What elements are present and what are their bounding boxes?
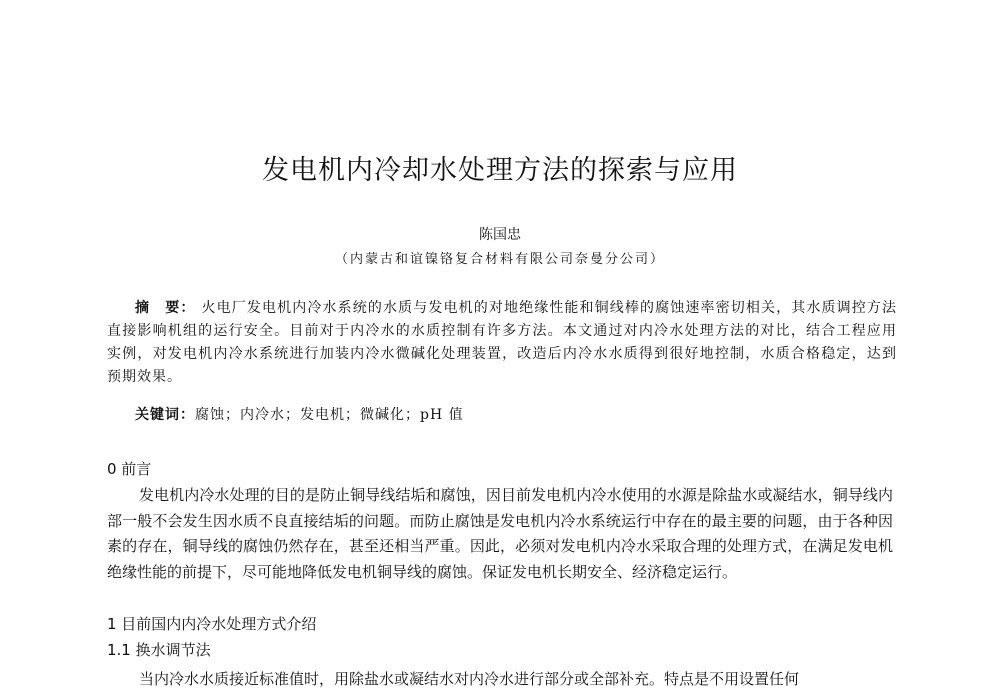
abstract-label: 摘 要： (135, 300, 196, 316)
section-heading-1-1: 1.1 换水调节法 (107, 641, 211, 659)
paper-title: 发电机内冷却水处理方法的探索与应用 (262, 155, 738, 186)
author-name: 陈国忠 (479, 227, 521, 243)
section-0-body (107, 483, 893, 585)
section-heading-1: 1 目前国内内冷水处理方式介绍 (107, 615, 317, 633)
section-heading-0: 0 前言 (107, 460, 152, 478)
abstract (107, 297, 897, 389)
section-1-1-text: 当内冷水水质接近标准值时，用除盐水或凝结水对内冷水进行部分或全部补充。特点是不用设置任何 (139, 670, 800, 688)
keywords-text: 腐蚀；内冷水；发电机；微碱化；pH 值 (195, 407, 464, 423)
keywords (135, 404, 895, 424)
section-1-1-body (107, 667, 893, 693)
author-affiliation: （内蒙古和谊镍铬复合材料有限公司奈曼分公司） (334, 252, 665, 267)
section-0-text: 发电机内冷水处理的目的是防止铜导线结垢和腐蚀，因目前发电机内冷水使用的水源是除盐水或凝结水，铜导线内部一般不会发生因水质不良直接结垢的问题。而防止腐蚀是发电机内冷水系统运行中存在的最主要的问题，由于各种因素的存在，铜导线的腐蚀仍然存在，甚至还相当严重。因此，必须对发电机内冷水采取合理的处理方式，在满足发电机绝缘性能的前提下，尽可能地降低发电机铜导线的腐蚀。保证发电机长期安全、经济稳定运行。 (107, 486, 893, 581)
keywords-label: 关键词： (135, 407, 195, 423)
abstract-text: 火电厂发电机内冷水系统的水质与发电机的对地绝缘性能和铜线棒的腐蚀速率密切相关，其水质调控方法直接影响机组的运行安全。目前对于内冷水的水质控制有许多方法。本文通过对内冷水处理方法的对比，结合工程应用实例，对发电机内冷水系统进行加装内冷水微碱化处理装置，改造后内冷水水质得到很好地控制，水质合格稳定，达到预期效果。 (107, 300, 898, 385)
